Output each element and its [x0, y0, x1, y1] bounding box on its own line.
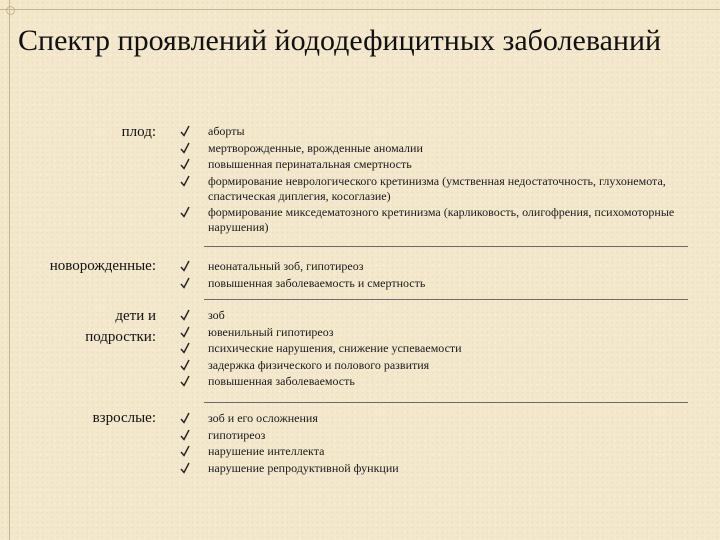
checkmark-icon	[180, 342, 190, 354]
list-item: повышенная перинатальная смертность	[180, 157, 715, 172]
list-item: ювенильный гипотиреоз	[180, 325, 715, 340]
item-list-adults	[180, 411, 715, 477]
list-item: мертворожденные, врожденные аномалии	[180, 141, 715, 156]
checkmark-icon	[180, 206, 190, 218]
list-item: нарушение репродуктивной функции	[180, 461, 715, 476]
frame-horizontal-line	[0, 9, 720, 10]
list-item: задержка физического и полового развития	[180, 358, 715, 373]
list-item: аборты	[180, 124, 715, 139]
list-item: нарушение интеллекта	[180, 444, 715, 459]
checkmark-icon	[180, 359, 190, 371]
checkmark-icon	[180, 142, 190, 154]
list-item: неонатальный зоб, гипотиреоз	[180, 259, 715, 274]
list-item: психические нарушения, снижение успеваемости	[180, 341, 715, 356]
checkmark-icon	[180, 445, 190, 457]
list-item: повышенная заболеваемость	[180, 374, 715, 389]
checkmark-icon	[180, 412, 190, 424]
frame-corner-ornament	[6, 6, 15, 15]
checkmark-icon	[180, 175, 190, 187]
list-item: зоб и его осложнения	[180, 411, 715, 426]
item-list-newborns	[180, 259, 715, 292]
category-label-newborns: новорожденные:	[49, 258, 156, 274]
checkmark-icon	[180, 429, 190, 441]
section-divider	[204, 299, 688, 300]
list-item: формирование неврологического кретинизма (умственная недостаточность, глухонемота, спастическая диплегия, косоглазие)	[180, 174, 715, 204]
checkmark-icon	[180, 375, 190, 387]
frame-vertical-line	[9, 0, 10, 540]
checkmark-icon	[180, 326, 190, 338]
checkmark-icon	[180, 125, 190, 137]
list-item: повышенная заболеваемость и смертность	[180, 276, 715, 291]
category-label-children: дети и подростки:	[85, 308, 156, 345]
list-item: формирование микседематозного кретинизма (карликовость, олигофрения, психомоторные нарушения)	[180, 205, 715, 235]
category-label-adults: взрослые:	[92, 410, 156, 426]
checkmark-icon	[180, 260, 190, 272]
list-item: зоб	[180, 308, 715, 323]
category-label-fetus: плод:	[121, 124, 156, 140]
section-divider	[204, 402, 688, 403]
checkmark-icon	[180, 462, 190, 474]
list-item: гипотиреоз	[180, 428, 715, 443]
item-list-fetus	[180, 124, 715, 237]
section-divider	[204, 246, 688, 247]
item-list-children	[180, 308, 715, 391]
checkmark-icon	[180, 158, 190, 170]
checkmark-icon	[180, 277, 190, 289]
checkmark-icon	[180, 309, 190, 321]
slide-title: Спектр проявлений йододефицитных заболеваний	[18, 24, 662, 57]
